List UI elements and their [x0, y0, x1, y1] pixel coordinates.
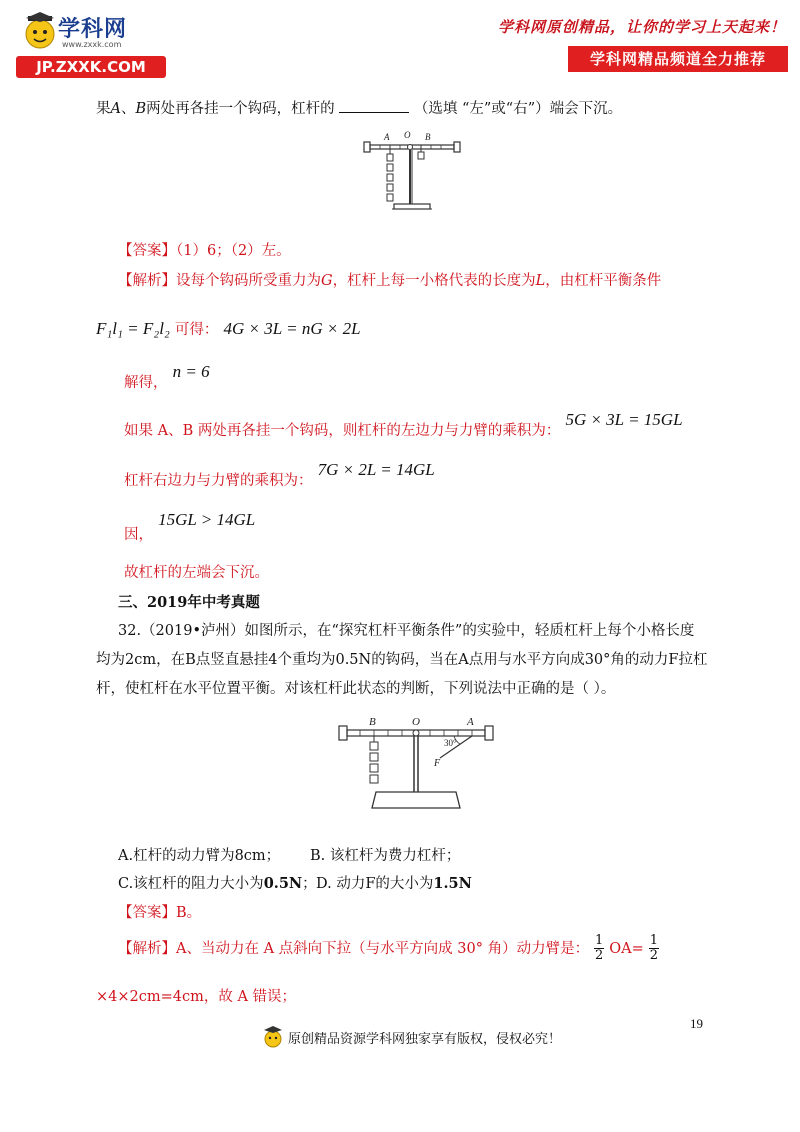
analysis-q32-line-2: ×4×2cm=4cm，故 A 错误；	[96, 989, 297, 1005]
analysis-text: 【解析】A、当动力在 A 点斜向下拉（与水平方向成 30° 角）动力臂是：	[118, 941, 590, 957]
fig2-label-a: A	[467, 716, 474, 728]
answer-blank	[339, 98, 409, 113]
text-seg: D. 动力F的大小为	[316, 876, 434, 892]
fig1-label-a: A	[384, 132, 390, 142]
text-seg: 两处再各挂一个钩码，杠杆的	[146, 101, 335, 117]
because-formula: 15GL > 14GL	[158, 510, 256, 529]
text-seg: C.该杠杆的阻力大小为	[118, 876, 264, 892]
solve-line	[124, 362, 210, 391]
conclusion: 故杠杆的左端会下沉。	[124, 565, 269, 581]
section-title: 三、2019年中考真题	[118, 594, 260, 611]
q32-line-3: 杆，使杠杆在水平位置平衡。对该杠杆此状态的判断，下列说法中正确的是（ ）。	[96, 681, 616, 697]
logo-sub: www.zxxk.com	[62, 40, 122, 49]
equation-1: 4G × 3L = nG × 2L	[223, 319, 361, 338]
frac-num: 1	[649, 933, 659, 948]
formula-line-1	[96, 319, 361, 341]
balance-formula: F₁l₁ = F₂l₂	[96, 319, 170, 338]
prev-question-line	[96, 98, 622, 120]
right-text: 杠杆右边力与力臂的乘积为：	[124, 473, 313, 489]
because-line	[124, 510, 256, 543]
if-text: 如果 A、B 两处再各挂一个钩码，则杠杆的左边力与力臂的乘积为：	[124, 423, 561, 439]
answer-prev: 【答案】（1）6；（2）左。	[118, 243, 291, 259]
q32-line-1: 32.（2019•泸州）如图所示，在“探究杠杆平衡条件”的实验中，轻质杠杆上每个小格长度	[118, 623, 695, 639]
frac-den: 2	[595, 948, 604, 963]
frac-num: 1	[595, 933, 604, 948]
mascot-icon	[262, 1024, 284, 1050]
solve-label: 解得，	[124, 375, 168, 391]
lever-figure-1	[362, 126, 464, 216]
mascot-icon	[22, 10, 58, 54]
option-d	[316, 873, 472, 895]
text-seg: ，杠杆上每一小格代表的长度为	[332, 273, 536, 289]
logo-name: 学科网	[58, 17, 128, 42]
fraction-half-2	[649, 934, 659, 963]
fraction-half-1	[594, 934, 604, 963]
symbol-l: L	[535, 273, 546, 289]
logo-url: JP.ZXXK.COM	[16, 56, 166, 78]
text-seg: 果	[96, 101, 111, 117]
analysis-q32-line-1	[118, 934, 659, 963]
fig1-label-b: B	[425, 132, 431, 142]
text-seg: 、	[120, 101, 136, 117]
symbol-g: G	[321, 273, 333, 289]
solve-value: n = 6	[172, 362, 210, 381]
lever-figure-2	[336, 712, 496, 814]
right-line	[124, 460, 435, 489]
analysis-prev-line	[118, 270, 661, 292]
right-formula: 7G × 2L = 14GL	[317, 460, 435, 479]
formula-suffix: 可得：	[174, 322, 219, 338]
site-logo	[14, 10, 164, 78]
point-a: A	[110, 101, 121, 117]
header-banner: 学科网精品频道全力推荐	[568, 46, 788, 72]
footer	[262, 1024, 561, 1050]
text-seg: ；	[302, 876, 317, 892]
text-seg: 【解析】设每个钩码所受重力为	[118, 273, 321, 289]
page-number: 19	[690, 1016, 703, 1031]
text-seg: （选填 “左”或“右”）端会下沉。	[413, 101, 623, 117]
because-label: 因，	[124, 527, 153, 543]
header-slogan: 学科网原创精品，让你的学习上天起来！	[497, 18, 786, 36]
point-b: B	[135, 101, 147, 117]
value-1-5n: 1.5N	[433, 875, 472, 892]
if-line	[124, 410, 683, 439]
fig2-label-f: F	[434, 758, 441, 769]
option-b: B. 该杠杆为费力杠杆；	[310, 848, 461, 864]
if-formula: 5G × 3L = 15GL	[565, 410, 683, 429]
fig2-label-o: O	[412, 716, 420, 728]
analysis-oa: OA=	[609, 941, 644, 957]
answer-q32: 【答案】B。	[118, 905, 202, 921]
text-seg: ，由杠杆平衡条件	[545, 273, 662, 289]
value-0-5n: 0.5N	[263, 875, 303, 892]
q32-line-2: 均为2cm，在B点竖直悬挂4个重均为0.5N的钩码，当在A点用与水平方向成30°角的动力F拉杠	[96, 652, 708, 668]
fig2-angle-label: 30°	[444, 738, 457, 748]
fig2-label-b: B	[369, 716, 376, 728]
fig1-label-o: O	[404, 130, 411, 140]
frac-den: 2	[649, 948, 659, 963]
option-c	[118, 873, 317, 895]
option-a: A.杠杆的动力臂为8cm；	[118, 848, 281, 864]
footer-text: 原创精品资源学科网独家享有版权，侵权必究！	[288, 1031, 562, 1047]
